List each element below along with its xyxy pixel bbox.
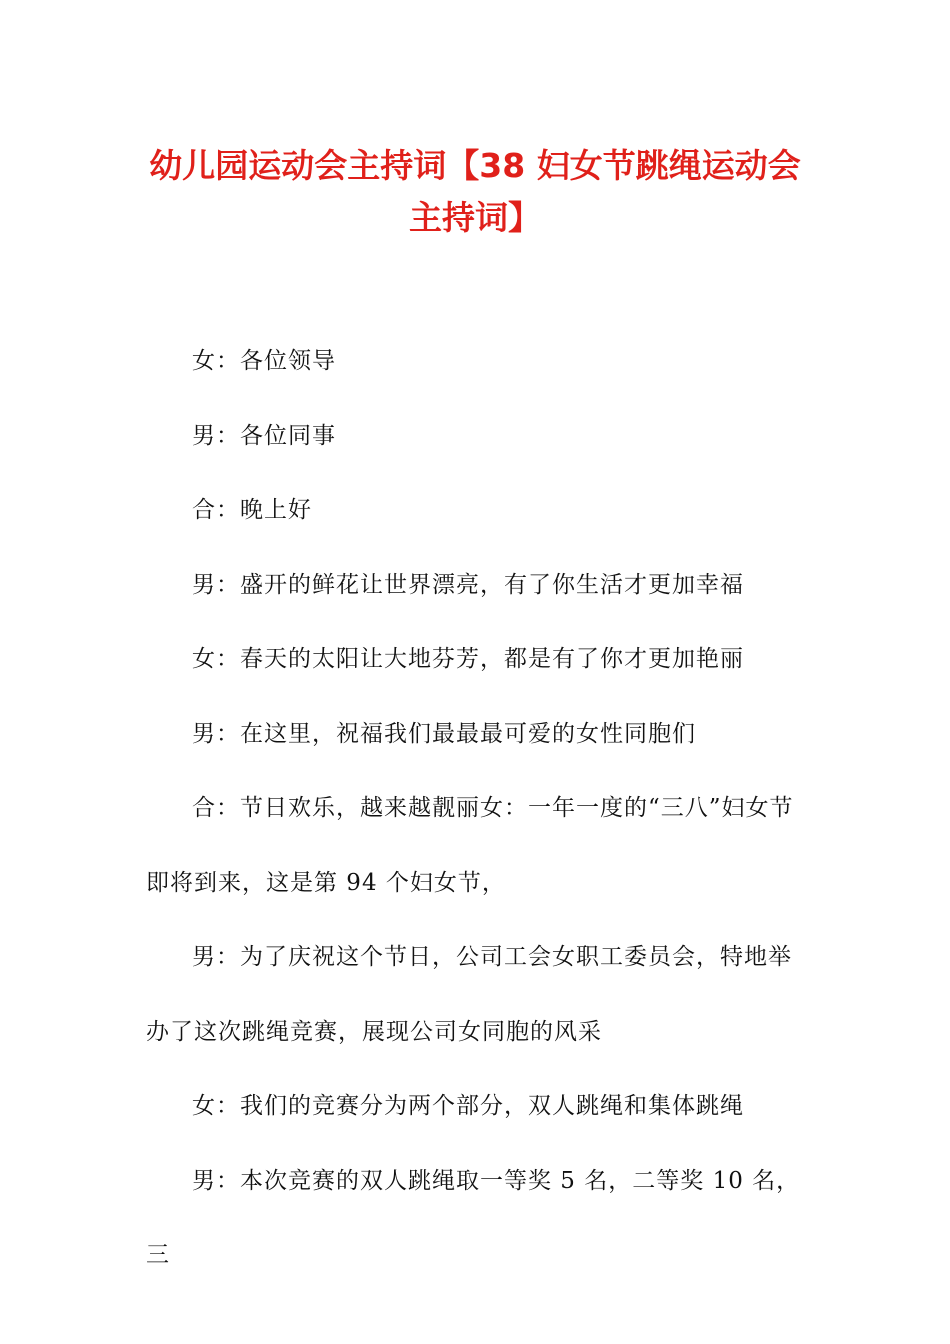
title-line-1: 幼儿园运动会主持词【38 妇女节跳绳运动会 — [149, 146, 801, 185]
paragraph-2: 男：各位同事 — [192, 422, 336, 449]
title-line-2: 主持词】 — [409, 198, 541, 237]
paragraph-8: 男：为了庆祝这个节日，公司工会女职工委员会，特地举办了这次跳绳竞赛，展现公司女同胞的风采 — [146, 944, 792, 1045]
paragraph-4: 男：盛开的鲜花让世界漂亮，有了你生活才更加幸福 — [192, 571, 744, 598]
document-title — [100, 140, 850, 244]
paragraph-5: 女：春天的太阳让大地芬芳，都是有了你才更加艳丽 — [192, 646, 744, 672]
paragraph-10: 男：本次竞赛的双人跳绳取一等奖 5 名，二等奖 10 名，三 — [146, 1167, 801, 1268]
document-body — [146, 324, 806, 1293]
paragraph-9: 女：我们的竞赛分为两个部分，双人跳绳和集体跳绳 — [192, 1093, 744, 1119]
paragraph-7: 合：节日欢乐，越来越靓丽女：一年一度的“三八”妇女节即将到来，这是第 94 个妇女节， — [146, 795, 794, 896]
paragraph-6: 男：在这里，祝福我们最最最可爱的女性同胞们 — [192, 720, 696, 747]
paragraph-1: 女：各位领导 — [192, 348, 336, 374]
paragraph-3: 合：晚上好 — [192, 497, 312, 523]
